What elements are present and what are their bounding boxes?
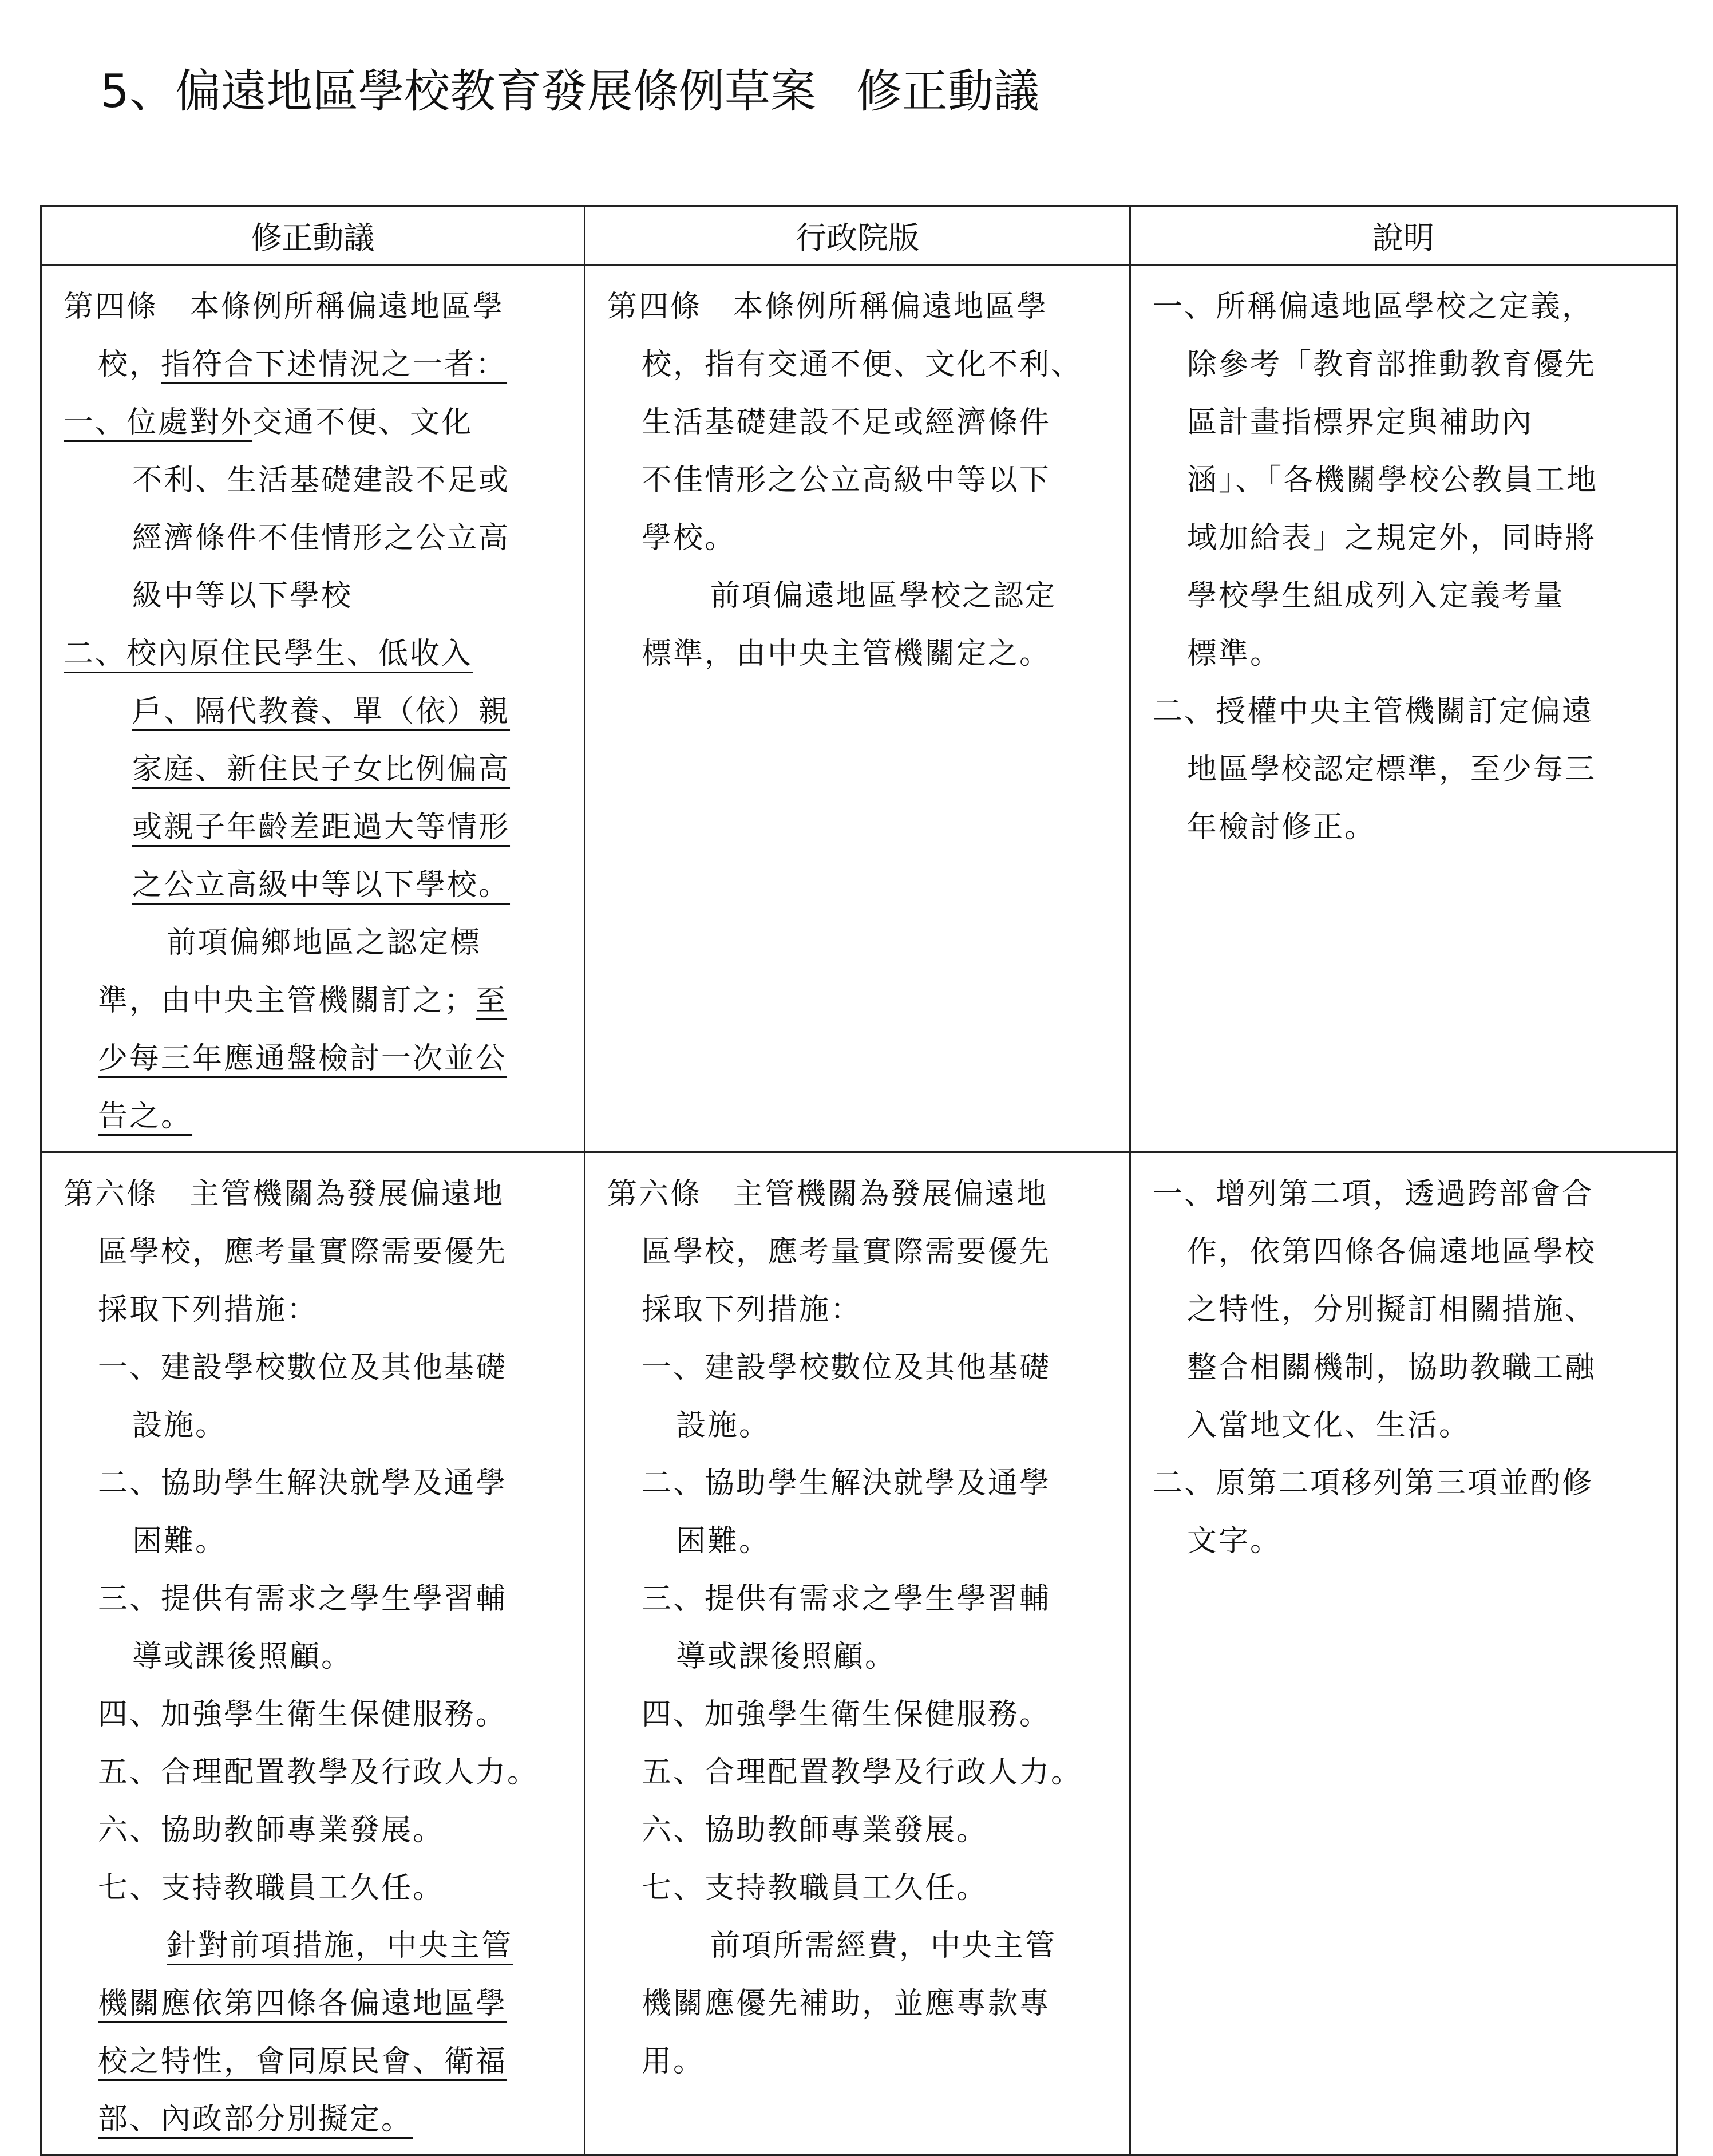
text-segment: 不利、生活基礎建設不足或 xyxy=(132,463,511,497)
text-segment: 三、提供有需求之學生學習輔 xyxy=(98,1582,508,1616)
text-line xyxy=(607,1975,1107,2033)
text-line xyxy=(64,625,562,683)
text-segment: 區學校，應考量實際需要優先 xyxy=(642,1235,1051,1269)
text-line xyxy=(64,1513,562,1570)
amended-text: 一、位處對外 xyxy=(64,405,253,440)
text-segment: 域加給表」之規定外，同時將 xyxy=(1187,521,1597,555)
text-segment: 除參考「教育部推動教育優先 xyxy=(1187,348,1597,382)
text-segment: 作，依第四條各偏遠地區學校 xyxy=(1187,1235,1597,1269)
text-segment: 一、所稱偏遠地區學校之定義， xyxy=(1153,290,1594,324)
text-segment: 年檢討修正。 xyxy=(1187,810,1376,844)
amended-text: 之公立高級中等以下學校。 xyxy=(132,868,511,902)
text-segment: 六、協助教師專業發展。 xyxy=(642,1813,988,1847)
page-title xyxy=(100,57,1039,126)
text-segment: 交通不便、文化 xyxy=(252,405,473,440)
text-segment: 二、協助學生解決就學及通學 xyxy=(642,1466,1051,1500)
text-segment: 經濟條件不佳情形之公立高 xyxy=(132,521,511,555)
text-line xyxy=(607,567,1107,625)
text-segment: 五、合理配置教學及行政人力。 xyxy=(642,1755,1083,1790)
text-line xyxy=(64,2033,562,2091)
text-line xyxy=(64,1281,562,1339)
text-segment: 生活基礎建設不足或經濟條件 xyxy=(642,405,1051,440)
text-line xyxy=(607,1802,1107,1859)
title-number: 5、 xyxy=(100,65,175,118)
text-line xyxy=(1153,1223,1654,1281)
table-row-article-4 xyxy=(41,265,1677,1152)
text-line xyxy=(607,1223,1107,1281)
text-line xyxy=(64,1397,562,1455)
text-line xyxy=(64,856,562,914)
text-line xyxy=(1153,394,1654,452)
text-segment: 標準，由中央主管機關定之。 xyxy=(642,637,1051,671)
text-segment: 第六條 主管機關為發展偏遠地 xyxy=(64,1177,505,1211)
text-line xyxy=(607,1917,1107,1975)
text-segment: 五、合理配置教學及行政人力。 xyxy=(98,1755,539,1790)
text-segment: 一、建設學校數位及其他基礎 xyxy=(98,1351,508,1385)
text-segment: 入當地文化、生活。 xyxy=(1187,1408,1471,1443)
cell-amendment xyxy=(41,265,585,1152)
text-line xyxy=(64,1030,562,1088)
text-line xyxy=(64,2091,562,2149)
title-main: 偏遠地區學校教育發展條例草案 xyxy=(175,65,816,118)
text-line xyxy=(607,278,1107,336)
text-line xyxy=(64,1166,562,1223)
text-line xyxy=(64,1339,562,1397)
text-segment: 三、提供有需求之學生學習輔 xyxy=(642,1582,1051,1616)
text-segment: 文字。 xyxy=(1187,1524,1282,1558)
text-segment: 校， xyxy=(98,348,161,382)
text-segment: 困難。 xyxy=(132,1524,227,1558)
amended-text: 戶、隔代教養、單（依）親 xyxy=(132,694,511,729)
text-line xyxy=(1153,625,1654,683)
text-segment: 二、原第二項移列第三項並酌修 xyxy=(1153,1466,1594,1500)
text-line xyxy=(64,452,562,510)
text-segment: 設施。 xyxy=(132,1408,227,1443)
text-line xyxy=(64,1628,562,1686)
text-line xyxy=(607,1166,1107,1223)
text-line xyxy=(1153,1513,1654,1570)
amended-text: 至 xyxy=(476,984,508,1018)
text-line xyxy=(607,394,1107,452)
cell-executive-yuan-version xyxy=(585,1152,1130,2155)
cell-explanation xyxy=(1130,265,1677,1152)
text-line xyxy=(64,1917,562,1975)
text-segment: 六、協助教師專業發展。 xyxy=(98,1813,445,1847)
text-line xyxy=(607,1513,1107,1570)
amended-text: 機關應依第四條各偏遠地區學 xyxy=(98,1987,508,2021)
text-line xyxy=(64,394,562,452)
text-line xyxy=(1153,452,1654,510)
text-line xyxy=(607,1570,1107,1628)
text-line xyxy=(64,914,562,972)
text-segment: 一、建設學校數位及其他基礎 xyxy=(642,1351,1051,1385)
text-line xyxy=(64,1802,562,1859)
text-line xyxy=(64,1088,562,1146)
text-segment: 校，指有交通不便、文化不利、 xyxy=(642,348,1083,382)
text-segment: 學校。 xyxy=(642,521,737,555)
text-segment: 不佳情形之公立高級中等以下 xyxy=(642,463,1051,497)
text-segment: 四、加強學生衛生保健服務。 xyxy=(98,1697,508,1732)
text-line xyxy=(607,1281,1107,1339)
text-line xyxy=(64,567,562,625)
comparison-table xyxy=(40,205,1678,2156)
text-segment: 前項所需經費，中央主管 xyxy=(710,1929,1057,1963)
text-line xyxy=(1153,1455,1654,1513)
amended-text: 二、校內原住民學生、低收入 xyxy=(64,637,473,671)
text-line xyxy=(1153,799,1654,856)
text-line xyxy=(607,1859,1107,1917)
cell-executive-yuan-version xyxy=(585,265,1130,1152)
text-line xyxy=(64,1975,562,2033)
text-line xyxy=(64,1744,562,1802)
text-line xyxy=(64,510,562,567)
amended-text: 少每三年應通盤檢討一次並公 xyxy=(98,1041,508,1076)
text-line xyxy=(64,1859,562,1917)
text-line xyxy=(1153,510,1654,567)
cell-explanation xyxy=(1130,1152,1677,2155)
text-segment: 導或課後照顧。 xyxy=(132,1640,353,1674)
text-segment: 第四條 本條例所稱偏遠地區學 xyxy=(64,290,505,324)
title-sub: 修正動議 xyxy=(856,65,1039,118)
text-segment: 二、授權中央主管機關訂定偏遠 xyxy=(1153,694,1594,729)
text-segment: 前項偏鄉地區之認定標 xyxy=(167,926,482,960)
text-segment: 前項偏遠地區學校之認定 xyxy=(710,579,1057,613)
text-segment: 七、支持教職員工久任。 xyxy=(98,1871,445,1905)
cell-amendment xyxy=(41,1152,585,2155)
text-segment: 級中等以下學校 xyxy=(132,579,353,613)
text-segment: 一、增列第二項，透過跨部會合 xyxy=(1153,1177,1594,1211)
amended-text: 或親子年齡差距過大等情形 xyxy=(132,810,511,844)
text-segment: 七、支持教職員工久任。 xyxy=(642,1871,988,1905)
text-line xyxy=(64,278,562,336)
text-line xyxy=(64,972,562,1030)
text-line xyxy=(1153,567,1654,625)
text-line xyxy=(1153,336,1654,394)
text-line xyxy=(64,336,562,394)
text-segment: 採取下列措施： xyxy=(98,1293,319,1327)
text-segment: 涵」、「各機關學校公教員工地 xyxy=(1187,463,1599,497)
text-line xyxy=(607,510,1107,567)
text-line xyxy=(607,1339,1107,1397)
text-segment: 第六條 主管機關為發展偏遠地 xyxy=(607,1177,1049,1211)
text-segment: 四、加強學生衛生保健服務。 xyxy=(642,1697,1051,1732)
text-line xyxy=(1153,1166,1654,1223)
amended-text: 指符合下述情況之一者： xyxy=(161,348,508,382)
text-segment: 準，由中央主管機關訂之； xyxy=(98,984,476,1018)
text-line xyxy=(607,452,1107,510)
header-amendment: 修正動議 xyxy=(41,206,585,265)
text-line xyxy=(64,1686,562,1744)
text-line xyxy=(64,1570,562,1628)
text-line xyxy=(607,1628,1107,1686)
text-line xyxy=(1153,683,1654,741)
text-line xyxy=(1153,278,1654,336)
text-line xyxy=(607,2033,1107,2091)
text-line xyxy=(607,336,1107,394)
text-segment: 機關應優先補助，並應專款專 xyxy=(642,1987,1051,2021)
header-explanation: 說明 xyxy=(1130,206,1677,265)
table-row-article-6 xyxy=(41,1152,1677,2155)
header-executive-yuan-version: 行政院版 xyxy=(585,206,1130,265)
amended-text: 家庭、新住民子女比例偏高 xyxy=(132,752,511,787)
amended-text: 告之。 xyxy=(98,1099,193,1134)
text-line xyxy=(1153,741,1654,799)
amended-text: 部、內政部分別擬定。 xyxy=(98,2102,413,2137)
text-line xyxy=(64,1455,562,1513)
header-row xyxy=(41,206,1677,265)
text-line xyxy=(607,1455,1107,1513)
text-segment: 導或課後照顧。 xyxy=(676,1640,897,1674)
text-segment: 標準。 xyxy=(1187,637,1282,671)
text-segment: 第四條 本條例所稱偏遠地區學 xyxy=(607,290,1049,324)
text-line xyxy=(1153,1339,1654,1397)
text-line xyxy=(64,799,562,856)
text-line xyxy=(607,1686,1107,1744)
text-line xyxy=(1153,1281,1654,1339)
text-line xyxy=(607,1397,1107,1455)
text-segment: 用。 xyxy=(642,2044,705,2079)
text-segment: 困難。 xyxy=(676,1524,771,1558)
text-segment: 整合相關機制，協助教職工融 xyxy=(1187,1351,1597,1385)
text-segment: 採取下列措施： xyxy=(642,1293,863,1327)
text-line xyxy=(64,741,562,799)
amended-text: 校之特性，會同原民會、衛福 xyxy=(98,2044,508,2079)
text-segment: 學校學生組成列入定義考量 xyxy=(1187,579,1565,613)
text-segment: 之特性，分別擬訂相關措施、 xyxy=(1187,1293,1597,1327)
text-line xyxy=(64,683,562,741)
amended-text: 針對前項措施，中央主管 xyxy=(167,1929,513,1963)
text-segment: 區學校，應考量實際需要優先 xyxy=(98,1235,508,1269)
text-segment: 區計畫指標界定與補助內 xyxy=(1187,405,1534,440)
text-line xyxy=(64,1223,562,1281)
text-segment: 二、協助學生解決就學及通學 xyxy=(98,1466,508,1500)
text-segment: 地區學校認定標準，至少每三 xyxy=(1187,752,1597,787)
text-segment: 設施。 xyxy=(676,1408,771,1443)
text-line xyxy=(1153,1397,1654,1455)
text-line xyxy=(607,625,1107,683)
text-line xyxy=(607,1744,1107,1802)
